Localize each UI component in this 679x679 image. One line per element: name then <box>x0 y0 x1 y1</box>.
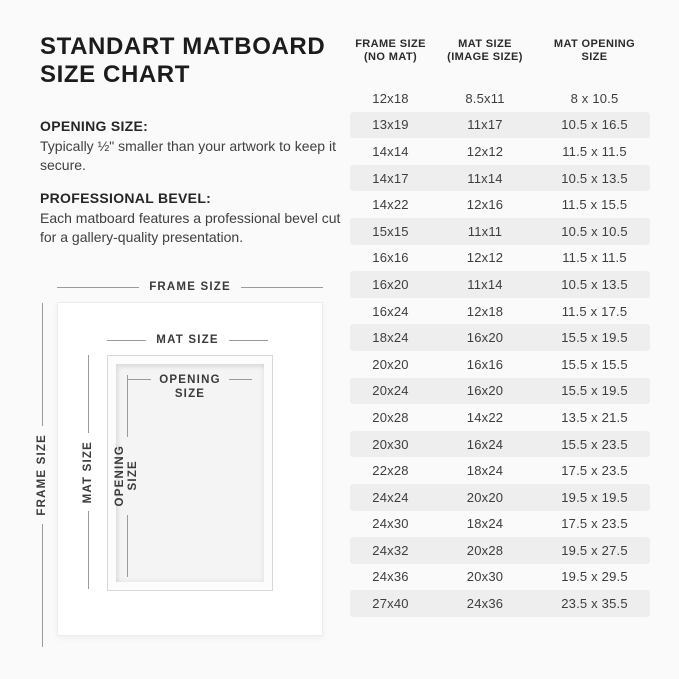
header-frame-size <box>350 38 431 64</box>
label-line <box>107 340 146 341</box>
header-mat-size <box>431 38 539 64</box>
header-mat-size-line1: MAT SIZE <box>458 38 512 50</box>
cell-mat-size: 12x18 <box>466 303 504 319</box>
table-row <box>350 218 650 245</box>
header-mat-opening-line2: SIZE <box>581 51 608 63</box>
cell-mat-size: 12x16 <box>466 197 504 213</box>
cell-mat-size: 16x16 <box>466 356 504 372</box>
opening-size-top-label <box>128 373 252 401</box>
table-row <box>350 271 650 298</box>
cell-mat-opening-size: 10.5 x 16.5 <box>561 117 628 133</box>
label-line <box>229 340 268 341</box>
cell-frame-size: 14x17 <box>372 170 409 186</box>
cell-mat-opening-size: 17.5 x 23.5 <box>561 463 628 479</box>
cell-mat-opening-size: 11.5 x 11.5 <box>562 250 627 266</box>
cell-frame-size: 20x20 <box>372 356 409 372</box>
page-title-line1: STANDART MATBOARD <box>40 33 326 60</box>
label-line <box>127 515 128 577</box>
table-row <box>350 537 650 564</box>
cell-frame-size: 16x24 <box>372 303 409 319</box>
cell-mat-opening-size: 11.5 x 17.5 <box>561 303 628 319</box>
cell-mat-size: 11x14 <box>467 276 503 292</box>
opening-size-label-text <box>159 373 220 401</box>
size-table-body <box>350 85 650 617</box>
table-row <box>350 191 650 218</box>
mat-size-label-text: MAT SIZE <box>156 334 219 346</box>
page-title-line2: SIZE CHART <box>40 61 190 88</box>
professional-bevel-description: Each matboard features a professional bevel cut for a gallery-quality presentation. <box>40 210 341 245</box>
cell-mat-size: 12x12 <box>466 143 504 159</box>
frame-size-label-text: FRAME SIZE <box>149 281 231 293</box>
cell-frame-size: 20x24 <box>372 383 409 399</box>
cell-mat-size: 11x11 <box>467 223 503 239</box>
opening-size-side-line2: SIZE <box>127 460 139 492</box>
cell-mat-size: 12x12 <box>466 250 504 266</box>
cell-mat-opening-size: 19.5 x 29.5 <box>561 569 628 585</box>
label-line <box>127 375 128 437</box>
opening-size-description: Typically ½" smaller than your artwork to keep it secure. <box>40 138 336 173</box>
cell-frame-size: 16x16 <box>372 250 409 266</box>
cell-mat-size: 20x28 <box>466 542 504 558</box>
cell-mat-size: 8.5x11 <box>465 90 505 106</box>
table-row <box>350 564 650 591</box>
table-row <box>350 590 650 617</box>
size-table-header <box>350 38 650 64</box>
header-mat-opening <box>539 38 650 64</box>
header-frame-size-line2: (NO MAT) <box>363 51 418 63</box>
opening-size-section <box>40 118 345 174</box>
cell-mat-size: 16x20 <box>466 330 504 346</box>
table-row <box>350 404 650 431</box>
cell-mat-size: 14x22 <box>466 409 504 425</box>
opening-size-label-line2: SIZE <box>174 388 206 400</box>
opening-size-heading: OPENING SIZE: <box>40 118 149 134</box>
cell-mat-opening-size: 8 x 10.5 <box>570 90 619 106</box>
table-row <box>350 298 650 325</box>
label-line <box>229 379 252 380</box>
cell-frame-size: 24x36 <box>372 569 409 585</box>
professional-bevel-section <box>40 190 345 246</box>
label-line <box>241 287 323 288</box>
cell-frame-size: 20x28 <box>372 409 409 425</box>
cell-frame-size: 20x30 <box>372 436 409 452</box>
table-row <box>350 112 650 139</box>
cell-mat-opening-size: 10.5 x 10.5 <box>561 223 628 239</box>
label-line <box>42 524 43 647</box>
cell-mat-size: 20x30 <box>466 569 504 585</box>
table-row <box>350 85 650 112</box>
frame-size-side-label-text: FRAME SIZE <box>35 434 48 516</box>
professional-bevel-heading: PROFESSIONAL BEVEL: <box>40 190 212 206</box>
cell-frame-size: 24x32 <box>372 542 409 558</box>
cell-mat-size: 11x17 <box>467 117 503 133</box>
cell-frame-size: 14x22 <box>372 197 409 213</box>
cell-mat-size: 11x14 <box>467 170 503 186</box>
mat-size-top-label <box>107 334 268 346</box>
cell-frame-size: 15x15 <box>372 223 409 239</box>
header-mat-size-line2: (IMAGE SIZE) <box>447 51 523 63</box>
cell-mat-size: 20x20 <box>466 489 504 505</box>
cell-mat-size: 16x24 <box>466 436 504 452</box>
cell-mat-opening-size: 11.5 x 11.5 <box>562 143 627 159</box>
cell-frame-size: 22x28 <box>372 463 409 479</box>
header-frame-size-line1: FRAME SIZE <box>355 38 426 50</box>
cell-mat-opening-size: 15.5 x 19.5 <box>561 330 628 346</box>
cell-mat-opening-size: 11.5 x 15.5 <box>561 197 628 213</box>
cell-frame-size: 16x20 <box>372 276 409 292</box>
page-title <box>40 33 325 89</box>
cell-mat-size: 24x36 <box>466 596 504 612</box>
header-mat-opening-line1: MAT OPENING <box>553 38 636 50</box>
cell-frame-size: 18x24 <box>372 330 409 346</box>
cell-mat-opening-size: 15.5 x 23.5 <box>561 436 628 452</box>
cell-frame-size: 13x19 <box>372 117 409 133</box>
cell-mat-opening-size: 15.5 x 15.5 <box>561 356 628 372</box>
label-line <box>88 355 89 433</box>
cell-mat-opening-size: 17.5 x 23.5 <box>561 516 628 532</box>
cell-frame-size: 14x14 <box>372 143 409 159</box>
label-line <box>42 303 43 426</box>
cell-mat-size: 18x24 <box>466 516 504 532</box>
table-row <box>350 165 650 192</box>
table-row <box>350 138 650 165</box>
table-row <box>350 245 650 272</box>
cell-mat-size: 18x24 <box>466 463 504 479</box>
table-row <box>350 324 650 351</box>
label-line <box>88 511 89 589</box>
opening-size-side-label <box>114 375 139 577</box>
table-row <box>350 457 650 484</box>
cell-mat-opening-size: 23.5 x 35.5 <box>561 596 628 612</box>
cell-mat-opening-size: 15.5 x 19.5 <box>561 383 628 399</box>
frame-size-side-label <box>34 303 50 647</box>
cell-mat-opening-size: 10.5 x 13.5 <box>561 170 628 186</box>
label-line <box>57 287 139 288</box>
mat-size-side-label-text: MAT SIZE <box>81 440 94 504</box>
cell-mat-opening-size: 19.5 x 19.5 <box>561 489 628 505</box>
table-row <box>350 431 650 458</box>
cell-mat-size: 16x20 <box>466 383 504 399</box>
frame-size-top-label <box>57 281 323 293</box>
opening-size-label-line1: OPENING <box>159 374 221 386</box>
table-row <box>350 351 650 378</box>
cell-mat-opening-size: 10.5 x 13.5 <box>561 276 628 292</box>
opening-size-side-line1: OPENING <box>114 445 126 507</box>
table-row <box>350 511 650 538</box>
cell-mat-opening-size: 13.5 x 21.5 <box>561 409 628 425</box>
cell-frame-size: 27x40 <box>372 596 409 612</box>
cell-mat-opening-size: 19.5 x 27.5 <box>561 542 628 558</box>
table-row <box>350 484 650 511</box>
cell-frame-size: 24x30 <box>372 516 409 532</box>
table-row <box>350 378 650 405</box>
cell-frame-size: 12x18 <box>372 90 409 106</box>
cell-frame-size: 24x24 <box>372 489 409 505</box>
mat-size-side-label <box>80 355 96 589</box>
opening-size-side-label-text <box>114 445 140 506</box>
